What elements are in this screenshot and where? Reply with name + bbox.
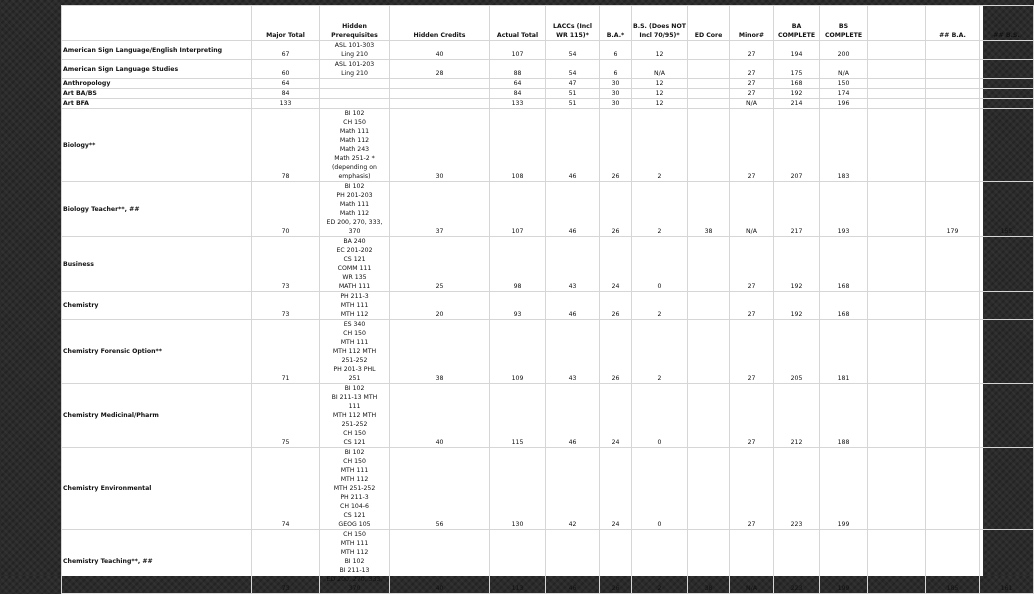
actual-total-cell[interactable]: 98 — [490, 237, 546, 292]
ba-cell[interactable]: 26 — [600, 320, 632, 384]
program-name-cell[interactable]: Chemistry Teaching**, ## — [62, 530, 252, 594]
ba-cell[interactable]: 6 — [600, 60, 632, 79]
blank-cell[interactable] — [868, 41, 926, 60]
column-header[interactable]: Minor# — [730, 6, 774, 41]
prerequisites-cell[interactable] — [320, 99, 390, 109]
prerequisite-line: BI 211-13 — [339, 567, 370, 574]
ed-core-cell[interactable] — [688, 320, 730, 384]
blank-cell[interactable] — [868, 60, 926, 79]
prerequisite-line: PH 201-3 PHL — [333, 366, 376, 373]
major-total-cell[interactable]: 71 — [252, 320, 320, 384]
minor-cell[interactable]: 27 — [730, 320, 774, 384]
minor-cell[interactable]: 27 — [730, 89, 774, 99]
major-total-cell[interactable]: 64 — [252, 79, 320, 89]
prerequisite-line: (depending on — [332, 164, 377, 171]
ba-cell[interactable]: 24 — [600, 448, 632, 530]
hidden-credits-cell[interactable] — [390, 89, 490, 99]
laccs-cell[interactable]: 54 — [546, 60, 600, 79]
prerequisite-line: MTH 111 — [340, 302, 369, 309]
blank-cell[interactable] — [868, 182, 926, 237]
prerequisite-line: MATH 111 — [338, 283, 371, 290]
column-header[interactable]: Major Total — [252, 6, 320, 41]
column-header[interactable]: B.S. (Does NOT Incl 70/95)* — [632, 6, 688, 41]
column-header[interactable] — [868, 6, 926, 41]
major-total-cell[interactable]: 78 — [252, 109, 320, 182]
bs-cell[interactable]: N/A — [632, 60, 688, 79]
prerequisite-line: MTH 111 — [340, 467, 369, 474]
actual-total-cell[interactable]: 109 — [490, 320, 546, 384]
prerequisite-line: BI 102 — [344, 449, 365, 456]
blank-cell[interactable] — [868, 384, 926, 448]
program-name-cell[interactable]: American Sign Language Studies — [62, 60, 252, 79]
prerequisite-line: BI 102 — [344, 183, 365, 190]
prerequisite-line: MTH 112 — [340, 476, 369, 483]
prerequisite-line: 251 — [348, 375, 361, 382]
prerequisite-line: CH 150 — [343, 330, 366, 337]
ba-cell[interactable]: 6 — [600, 41, 632, 60]
major-total-cell[interactable]: 70 — [252, 182, 320, 237]
hba-cell[interactable] — [926, 89, 980, 99]
bs-complete-cell[interactable]: 199 — [820, 448, 868, 530]
bs-cell[interactable]: 2 — [632, 182, 688, 237]
major-total-cell[interactable]: 74 — [252, 448, 320, 530]
minor-cell[interactable]: 27 — [730, 237, 774, 292]
ed-core-cell[interactable] — [688, 292, 730, 320]
blank-cell[interactable] — [868, 448, 926, 530]
table-row — [62, 292, 1034, 320]
ba-complete-cell[interactable]: 192 — [774, 237, 820, 292]
prerequisites-cell[interactable] — [320, 79, 390, 89]
prerequisite-line: Math 111 — [339, 128, 370, 135]
ed-core-cell[interactable] — [688, 41, 730, 60]
ba-complete-cell[interactable]: 207 — [774, 109, 820, 182]
hidden-credits-cell[interactable]: 38 — [390, 320, 490, 384]
prerequisite-line: CH 150 — [343, 430, 366, 437]
prerequisite-line: MTH 251-252 — [333, 485, 376, 492]
program-name-cell[interactable]: Biology** — [62, 109, 252, 182]
major-total-cell[interactable]: 84 — [252, 89, 320, 99]
prerequisite-line: 251-252 — [341, 357, 368, 364]
prerequisite-line: ASL 101-303 — [334, 42, 375, 49]
prerequisite-line: MTH 112 — [340, 311, 369, 318]
prerequisite-line: GEOG 105 — [338, 521, 371, 528]
table-row — [62, 237, 1034, 292]
hba-cell[interactable] — [926, 41, 980, 60]
table-row — [62, 41, 1034, 60]
ba-cell[interactable]: 26 — [600, 530, 632, 594]
hbs-cell[interactable]: 155 — [980, 182, 1034, 237]
minor-cell[interactable]: N/A — [730, 99, 774, 109]
minor-cell[interactable]: N/A — [730, 530, 774, 594]
prerequisite-line: CH 150 — [343, 119, 366, 126]
table-row — [62, 99, 1034, 109]
bs-cell[interactable]: 0 — [632, 448, 688, 530]
prerequisite-line: Math 243 — [339, 146, 370, 153]
hbs-cell[interactable] — [980, 237, 1034, 292]
hba-cell[interactable] — [926, 448, 980, 530]
blank-cell[interactable] — [868, 530, 926, 594]
blank-cell[interactable] — [868, 79, 926, 89]
prerequisite-line: MTH 111 — [340, 339, 369, 346]
hbs-cell[interactable] — [980, 320, 1034, 384]
actual-total-cell[interactable]: 133 — [490, 99, 546, 109]
laccs-cell[interactable]: 54 — [546, 41, 600, 60]
table-row — [62, 448, 1034, 530]
program-name-cell[interactable]: Anthropology — [62, 79, 252, 89]
prerequisite-line: ED 200, 270, 333, — [326, 219, 383, 226]
ba-complete-cell[interactable]: 194 — [774, 41, 820, 60]
prerequisites-cell[interactable] — [320, 448, 390, 530]
prerequisite-line: Math 112 — [339, 137, 370, 144]
column-header[interactable]: BS COMPLETE — [820, 6, 868, 41]
actual-total-cell[interactable]: 130 — [490, 448, 546, 530]
ba-complete-cell[interactable]: 214 — [774, 99, 820, 109]
ed-core-cell[interactable] — [688, 89, 730, 99]
prerequisite-line: Ling 210 — [341, 70, 368, 77]
prerequisite-line: MTH 112 — [340, 549, 369, 556]
ed-core-cell[interactable] — [688, 384, 730, 448]
blank-cell[interactable] — [868, 99, 926, 109]
laccs-cell[interactable]: 46 — [546, 530, 600, 594]
blank-cell[interactable] — [868, 109, 926, 182]
ba-cell[interactable]: 30 — [600, 79, 632, 89]
bs-complete-cell[interactable]: 200 — [820, 41, 868, 60]
bs-complete-cell[interactable]: 199 — [820, 530, 868, 594]
minor-cell[interactable]: 27 — [730, 79, 774, 89]
prerequisite-line: EC 201-202 — [336, 247, 373, 254]
major-total-cell[interactable]: 73 — [252, 237, 320, 292]
column-header[interactable]: LACCs (Incl WR 115)* — [546, 6, 600, 41]
program-name-cell[interactable]: Art BA/BS — [62, 89, 252, 99]
prerequisites-cell[interactable] — [320, 384, 390, 448]
prerequisite-line: BI 102 — [344, 110, 365, 117]
ba-cell[interactable]: 30 — [600, 99, 632, 109]
table-row — [62, 182, 1034, 237]
prerequisite-line: emphasis) — [338, 173, 371, 180]
bs-cell[interactable]: 0 — [632, 237, 688, 292]
ba-complete-cell[interactable]: 192 — [774, 89, 820, 99]
program-name-cell[interactable]: Chemistry — [62, 292, 252, 320]
bs-cell[interactable]: 2 — [632, 292, 688, 320]
hba-cell[interactable] — [926, 60, 980, 79]
major-total-cell[interactable]: 60 — [252, 60, 320, 79]
table-body — [62, 41, 1034, 594]
prerequisite-line: 251-252 — [341, 421, 368, 428]
minor-cell[interactable]: 27 — [730, 448, 774, 530]
column-header[interactable]: Hidden Credits — [390, 6, 490, 41]
table-row — [62, 89, 1034, 99]
ba-complete-cell[interactable]: 168 — [774, 79, 820, 89]
bs-complete-cell[interactable]: 150 — [820, 79, 868, 89]
minor-cell[interactable]: 27 — [730, 292, 774, 320]
ed-core-cell[interactable] — [688, 109, 730, 182]
bs-cell[interactable]: 2 — [632, 530, 688, 594]
program-name-cell[interactable]: Chemistry Forensic Option** — [62, 320, 252, 384]
hbs-cell[interactable] — [980, 99, 1034, 109]
hbs-cell[interactable] — [980, 60, 1034, 79]
ba-cell[interactable]: 24 — [600, 237, 632, 292]
prerequisites-cell[interactable] — [320, 109, 390, 182]
hba-cell[interactable] — [926, 109, 980, 182]
hidden-credits-cell[interactable]: 30 — [390, 109, 490, 182]
program-name-cell[interactable]: Chemistry Medicinal/Pharm — [62, 384, 252, 448]
hba-cell[interactable] — [926, 79, 980, 89]
prerequisites-cell[interactable] — [320, 237, 390, 292]
ed-core-cell[interactable] — [688, 99, 730, 109]
blank-cell[interactable] — [868, 237, 926, 292]
bs-complete-cell[interactable]: 183 — [820, 109, 868, 182]
prerequisite-line: 370 — [348, 585, 361, 592]
prerequisite-line: COMM 111 — [337, 265, 372, 272]
prerequisite-line: BA 240 — [343, 238, 366, 245]
ed-core-cell[interactable] — [688, 237, 730, 292]
bs-complete-cell[interactable]: 193 — [820, 182, 868, 237]
table-row — [62, 79, 1034, 89]
hbs-cell[interactable] — [980, 292, 1034, 320]
bs-complete-cell[interactable]: 196 — [820, 99, 868, 109]
actual-total-cell[interactable]: 64 — [490, 79, 546, 89]
hbs-cell[interactable] — [980, 79, 1034, 89]
prerequisite-line: 370 — [348, 228, 361, 235]
laccs-cell[interactable]: 47 — [546, 79, 600, 89]
ba-complete-cell[interactable]: 212 — [774, 384, 820, 448]
ba-cell[interactable]: 26 — [600, 182, 632, 237]
prerequisite-line: CS 121 — [343, 256, 366, 263]
ba-cell[interactable]: 30 — [600, 89, 632, 99]
laccs-cell[interactable]: 51 — [546, 89, 600, 99]
hba-cell[interactable]: 185 — [926, 530, 980, 594]
hidden-credits-cell[interactable]: 20 — [390, 292, 490, 320]
major-total-cell[interactable]: 75 — [252, 384, 320, 448]
hba-cell[interactable] — [926, 237, 980, 292]
prerequisite-line: CS 121 — [343, 439, 366, 446]
hba-cell[interactable] — [926, 320, 980, 384]
ba-cell[interactable]: 26 — [600, 292, 632, 320]
ba-cell[interactable]: 24 — [600, 384, 632, 448]
hbs-cell[interactable]: 161 — [980, 530, 1034, 594]
prerequisite-line: ASL 101-203 — [334, 61, 375, 68]
ed-core-cell[interactable]: 38 — [688, 182, 730, 237]
program-name-cell[interactable]: Business — [62, 237, 252, 292]
major-total-cell[interactable]: 73 — [252, 530, 320, 594]
prerequisite-line: PH 211-3 — [340, 494, 369, 501]
hidden-credits-cell[interactable]: 28 — [390, 60, 490, 79]
prerequisite-line: ED 200, 270, 333, — [326, 576, 383, 583]
blank-cell[interactable] — [868, 89, 926, 99]
ed-core-cell[interactable] — [688, 448, 730, 530]
program-name-cell[interactable]: Biology Teacher**, ## — [62, 182, 252, 237]
laccs-cell[interactable]: 42 — [546, 448, 600, 530]
prerequisite-line: CH 104-6 — [340, 503, 369, 510]
ba-complete-cell[interactable]: 223 — [774, 448, 820, 530]
minor-cell[interactable]: N/A — [730, 182, 774, 237]
ba-complete-cell[interactable]: 205 — [774, 320, 820, 384]
actual-total-cell[interactable]: 107 — [490, 182, 546, 237]
prerequisite-line: WR 135 — [342, 274, 367, 281]
prerequisite-line: PH 211-3 — [340, 293, 369, 300]
bs-cell[interactable]: 12 — [632, 41, 688, 60]
laccs-cell[interactable]: 46 — [546, 109, 600, 182]
hba-cell[interactable] — [926, 99, 980, 109]
actual-total-cell[interactable]: 84 — [490, 89, 546, 99]
bs-complete-cell[interactable]: 168 — [820, 237, 868, 292]
hidden-credits-cell[interactable]: 56 — [390, 448, 490, 530]
major-total-cell[interactable]: 67 — [252, 41, 320, 60]
hidden-credits-cell[interactable] — [390, 79, 490, 89]
column-header[interactable]: BA COMPLETE — [774, 6, 820, 41]
column-header[interactable]: ED Core — [688, 6, 730, 41]
ed-core-cell[interactable] — [688, 60, 730, 79]
actual-total-cell[interactable]: 113 — [490, 530, 546, 594]
program-name-cell[interactable]: Chemistry Environmental — [62, 448, 252, 530]
program-name-cell[interactable]: Art BFA — [62, 99, 252, 109]
prerequisite-line: ES 340 — [343, 321, 366, 328]
laccs-cell[interactable]: 46 — [546, 292, 600, 320]
spreadsheet — [61, 5, 1020, 592]
actual-total-cell[interactable]: 115 — [490, 384, 546, 448]
table-row — [62, 60, 1034, 79]
prerequisite-line: 111 — [348, 403, 361, 410]
actual-total-cell[interactable]: 107 — [490, 41, 546, 60]
minor-cell[interactable]: 27 — [730, 384, 774, 448]
hbs-cell[interactable] — [980, 109, 1034, 182]
hbs-cell[interactable] — [980, 41, 1034, 60]
ba-complete-cell[interactable]: 223 — [774, 530, 820, 594]
hbs-cell[interactable] — [980, 89, 1034, 99]
minor-cell[interactable]: 27 — [730, 60, 774, 79]
prerequisite-line: MTH 111 — [340, 540, 369, 547]
bs-cell[interactable]: 12 — [632, 79, 688, 89]
prerequisite-line: BI 211-13 MTH — [331, 394, 378, 401]
hba-cell[interactable] — [926, 292, 980, 320]
ed-core-cell[interactable] — [688, 79, 730, 89]
actual-total-cell[interactable]: 108 — [490, 109, 546, 182]
program-name-cell[interactable]: American Sign Language/English Interpreting — [62, 41, 252, 60]
prerequisite-line: MTH 112 MTH — [332, 348, 377, 355]
bs-complete-cell[interactable]: 188 — [820, 384, 868, 448]
major-total-cell[interactable]: 133 — [252, 99, 320, 109]
table-row — [62, 530, 1034, 594]
hba-cell[interactable] — [926, 384, 980, 448]
prerequisite-line: BI 102 — [344, 558, 365, 565]
hidden-credits-cell[interactable]: 40 — [390, 384, 490, 448]
bs-cell[interactable]: 0 — [632, 384, 688, 448]
hbs-cell[interactable] — [980, 384, 1034, 448]
hidden-credits-cell[interactable]: 40 — [390, 41, 490, 60]
prerequisites-cell[interactable] — [320, 530, 390, 594]
prerequisite-line: BI 102 — [344, 385, 365, 392]
blank-cell[interactable] — [868, 292, 926, 320]
prerequisites-cell[interactable] — [320, 60, 390, 79]
actual-total-cell[interactable]: 93 — [490, 292, 546, 320]
hidden-credits-cell[interactable]: 40 — [390, 530, 490, 594]
hidden-credits-cell[interactable] — [390, 99, 490, 109]
hidden-credits-cell[interactable]: 25 — [390, 237, 490, 292]
bs-complete-cell[interactable]: 174 — [820, 89, 868, 99]
bs-cell[interactable]: 12 — [632, 89, 688, 99]
bs-complete-cell[interactable]: 181 — [820, 320, 868, 384]
actual-total-cell[interactable]: 88 — [490, 60, 546, 79]
prerequisite-line: Ling 210 — [341, 51, 368, 58]
column-header[interactable] — [62, 6, 252, 41]
laccs-cell[interactable]: 51 — [546, 99, 600, 109]
hidden-credits-cell[interactable]: 37 — [390, 182, 490, 237]
table-row — [62, 109, 1034, 182]
prerequisites-cell[interactable] — [320, 292, 390, 320]
major-total-cell[interactable]: 73 — [252, 292, 320, 320]
column-header[interactable]: ## B.S. — [980, 6, 1034, 41]
laccs-cell[interactable]: 43 — [546, 320, 600, 384]
hbs-cell[interactable] — [980, 448, 1034, 530]
laccs-cell[interactable]: 43 — [546, 237, 600, 292]
prerequisite-line: PH 201-203 — [336, 192, 373, 199]
prerequisite-line: Math 251-2 * — [334, 155, 375, 162]
prerequisites-cell[interactable] — [320, 182, 390, 237]
prerequisite-line: CS 121 — [343, 512, 366, 519]
bs-complete-cell[interactable]: 168 — [820, 292, 868, 320]
ed-core-cell[interactable]: 38 — [688, 530, 730, 594]
prerequisite-line: Math 112 — [339, 210, 370, 217]
ba-complete-cell[interactable]: 192 — [774, 292, 820, 320]
credits-table — [61, 5, 1034, 594]
prerequisite-line: Math 111 — [339, 201, 370, 208]
prerequisites-cell[interactable] — [320, 41, 390, 60]
minor-cell[interactable]: 27 — [730, 41, 774, 60]
table-row — [62, 384, 1034, 448]
ba-complete-cell[interactable]: 217 — [774, 182, 820, 237]
bs-complete-cell[interactable]: N/A — [820, 60, 868, 79]
blank-cell[interactable] — [868, 320, 926, 384]
prerequisite-line: CH 150 — [343, 458, 366, 465]
column-header[interactable]: B.A.* — [600, 6, 632, 41]
header-row — [62, 6, 1034, 41]
column-header[interactable]: ## B.A. — [926, 6, 980, 41]
column-header[interactable]: Hidden Prerequisites — [320, 6, 390, 41]
prerequisites-cell[interactable] — [320, 320, 390, 384]
column-header[interactable]: Actual Total — [490, 6, 546, 41]
minor-cell[interactable]: 27 — [730, 109, 774, 182]
table-row — [62, 320, 1034, 384]
ba-cell[interactable]: 26 — [600, 109, 632, 182]
ba-complete-cell[interactable]: 175 — [774, 60, 820, 79]
prerequisites-cell[interactable] — [320, 89, 390, 99]
prerequisite-line: CH 150 — [343, 531, 366, 538]
bs-cell[interactable]: 12 — [632, 99, 688, 109]
bs-cell[interactable]: 2 — [632, 320, 688, 384]
laccs-cell[interactable]: 46 — [546, 182, 600, 237]
bs-cell[interactable]: 2 — [632, 109, 688, 182]
prerequisite-line: MTH 112 MTH — [332, 412, 377, 419]
hba-cell[interactable]: 179 — [926, 182, 980, 237]
laccs-cell[interactable]: 46 — [546, 384, 600, 448]
